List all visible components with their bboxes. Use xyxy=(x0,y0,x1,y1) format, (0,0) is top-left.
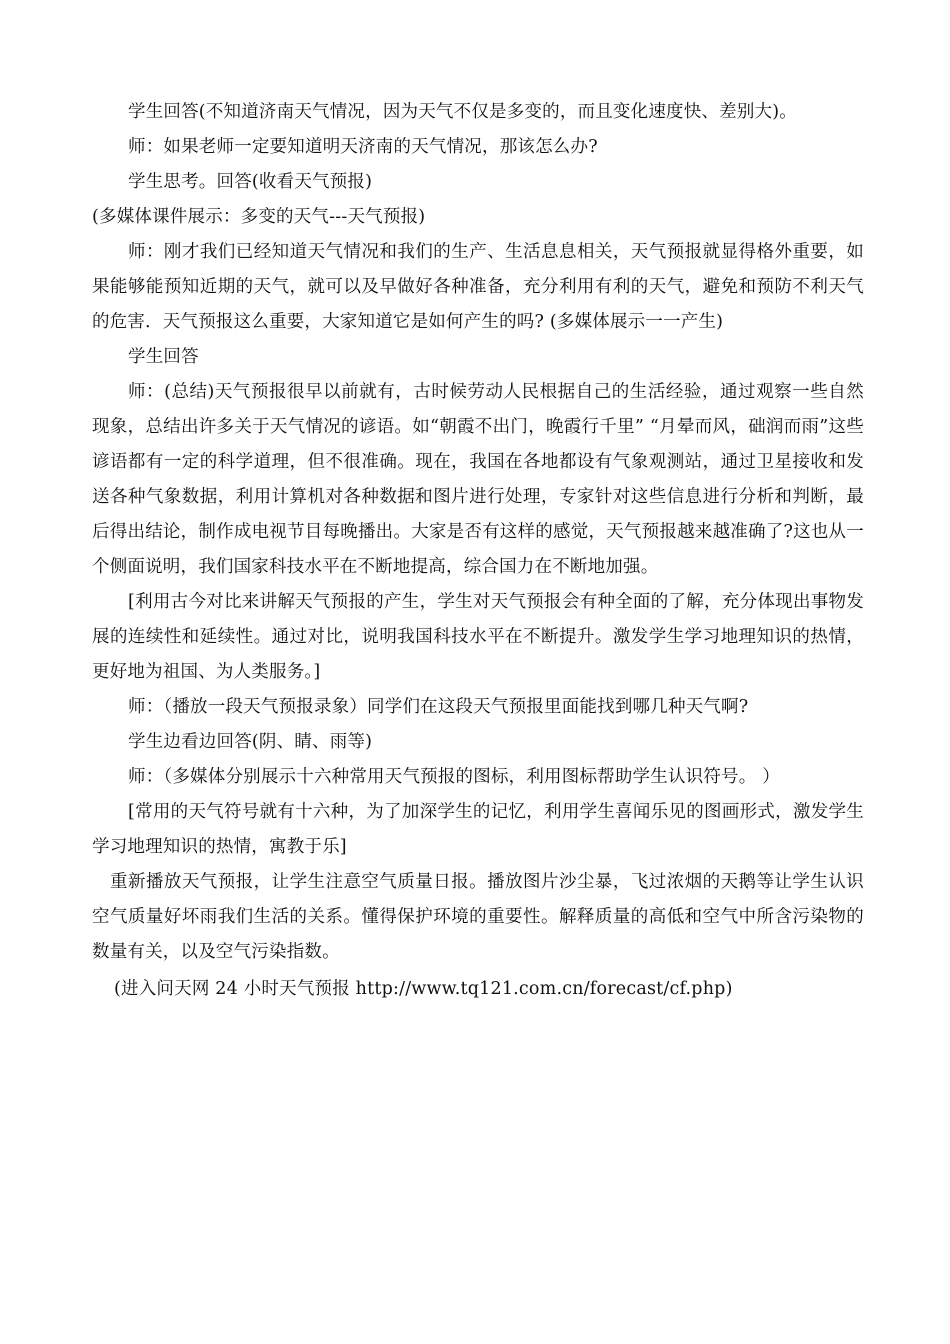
paragraph-student-answer-2: 学生回答 xyxy=(128,347,199,367)
paragraph-teacher-forecast-importance: 师：刚才我们已经知道天气情况和我们的生产、生活息息相关，天气预报就显得格外重要，如果能够能预知近期的天气，就可以及早做好各种准备，充分利用有利的天气，避免和预防不利天气的危害．天气预报这么重要，大家知道它是如何产生的吗? (多媒体展示一一产生) xyxy=(92,242,864,332)
paragraph-note-symbols: [常用的天气符号就有十六种，为了加深学生的记忆，利用学生喜闻乐见的图画形式，激发学生学习地理知识的热情，寓教于乐] xyxy=(92,802,864,857)
paragraph-student-think: 学生思考。回答(收看天气预报) xyxy=(128,172,373,192)
paragraph-student-watch-answer: 学生边看边回答(阴、睛、雨等) xyxy=(128,732,373,752)
paragraph-student-answer-1: 学生回答(不知道济南天气情况，因为天气不仅是多变的，而且变化速度快、差别大)。 xyxy=(128,102,797,122)
paragraph-teacher-symbols: 师：（多媒体分别展示十六种常用天气预报的图标，利用图标帮助学生认识符号。 ） xyxy=(128,767,780,787)
paragraph-teacher-question: 师：如果老师一定要知道明天济南的天气情况，那该怎么办? xyxy=(128,137,598,157)
paragraph-website-link: (进入问天网 24 小时天气预报 http://www.tq121.com.cn/forecast/cf.php) xyxy=(114,979,733,999)
paragraph-air-quality: 重新播放天气预报，让学生注意空气质量日报。播放图片沙尘暴，飞过浓烟的天鹅等让学生认识空气质量好坏雨我们生活的关系。懂得保护环境的重要性。解释质量的高低和空气中所含污染物的数量有关，以及空气污染指数。 xyxy=(92,872,864,962)
document-page xyxy=(92,95,864,1007)
paragraph-multimedia-show: (多媒体课件展示：多变的天气---天气预报) xyxy=(92,207,426,227)
paragraph-note-comparison: [利用古今对比来讲解天气预报的产生，学生对天气预报会有种全面的了解，充分体现出事物发展的连续性和延续性。通过对比，说明我国科技水平在不断提升。激发学生学习地理知识的热情，更好地为祖国、为人类服务。] xyxy=(92,592,864,682)
paragraph-teacher-summary: 师：(总结)天气预报很早以前就有，古时候劳动人民根据自己的生活经验，通过观察一些自然现象，总结出许多关于天气情况的谚语。如“朝霞不出门，晚霞行千里” “月晕而风，础润而雨”这些谚语都有一定的科学道理，但不很准确。现在，我国在各地都设有气象观测站，通过卫星接收和发送各种气象数据，利用计算机对各种数据和图片进行处理，专家针对这些信息进行分析和判断，最后得出结论，制作成电视节目每晚播出。大家是否有这样的感觉，天气预报越来越准确了?这也从一个侧面说明，我们国家科技水平在不断地提高，综合国力在不断地加强。 xyxy=(92,382,864,577)
paragraph-teacher-play-video: 师：（播放一段天气预报录象）同学们在这段天气预报里面能找到哪几种天气啊? xyxy=(128,697,749,717)
